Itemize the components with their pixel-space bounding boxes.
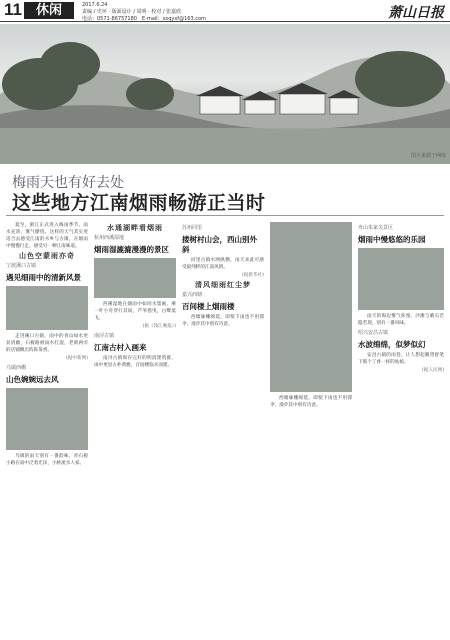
story-region: 绍兴安昌古镇 [358, 330, 389, 336]
hero-photo [0, 24, 450, 164]
story-title: 搂树村山会，西山别外斜 [182, 235, 257, 254]
section-banner-xishui: 水通湖畔看烟雨 [107, 224, 163, 232]
lead-paragraph: 夏至，浙江正式进入梅雨季节，雨水充沛，雾气缭绕。这样的天气其实更适合去感受江南的水乡与古镇，在烟雨中慢慢行走，感受另一种江南味道。 [6, 223, 88, 249]
masthead-meta [82, 2, 206, 23]
story-region: 南浔古镇 [94, 333, 115, 339]
page-number: 11 [4, 0, 22, 19]
column-3 [182, 222, 264, 330]
photo-caption: 图片来源于网络 [410, 153, 446, 159]
story-credit: (据人民网) [422, 368, 444, 373]
story-title: 烟雨中慢悠悠的乐园 [358, 235, 426, 244]
story-credit: (据中新网) [66, 356, 88, 361]
masthead [0, 0, 450, 22]
story-photo-large [270, 222, 352, 392]
story-body: 西溪湿地在烟雨中如同水墨画，乘一叶小舟穿行其间，芦苇摇曳，白鹭低飞。 [94, 302, 176, 321]
story-photo [94, 258, 176, 298]
story-body: 走进溪口古镇，雨中的青山绿水更显清幽，石板路被雨水打湿，老街两旁的店铺飘出阵阵茶香。 [6, 334, 88, 353]
story-body: 乌镇的雨天别有一番韵味，青石板小路在雨中泛着光泽，小桥流水人家。 [6, 454, 88, 466]
story-body: 西塘廊棚绵延，即使下雨也不用撑伞，漫步其中别有诗意。 [270, 396, 352, 408]
story-title: 江南古村入画来 [94, 343, 147, 352]
story-title: 水波绵绵，似梦似幻 [358, 340, 426, 349]
story-photo [6, 286, 88, 330]
contact-line: 电话：0571-86757180 E-mail：sxqyxf@163.com [82, 16, 206, 22]
column-2 [94, 222, 176, 371]
story-photo [6, 388, 88, 450]
story-title: 百间楼上烟雨楼 [182, 302, 235, 311]
column-1 [6, 222, 88, 469]
story-region: 嘉兴西塘 [182, 292, 203, 298]
story-body: 西塘廊棚绵延，即使下雨也不用撑伞，漫步其中别有诗意。 [182, 315, 264, 327]
story-body: 安昌古镇的雨巷，让人想起戴望舒笔下那个丁香一样的姑娘。 [358, 353, 444, 365]
story-credit: (据新华社) [242, 273, 264, 278]
article-headline: 这些地方江南烟雨畅游正当时 [12, 192, 266, 214]
story-region: 宁波溪口古镇 [6, 263, 37, 269]
column-4 [270, 222, 352, 411]
story-title: 烟雨湿漉漉漫漫的景区 [94, 245, 169, 254]
story-body: 同里古镇水网纵横，雨天来此可感受最纯粹的江南风情。 [182, 258, 264, 270]
story-title: 山色婉婉远去风 [6, 375, 59, 384]
section-banner-yamen: 山色空蒙雨亦奇 [19, 252, 75, 260]
jiangnan-landscape-illustration [0, 24, 450, 164]
story-body: 雨天的海边雾气弥漫，沙滩与礁石若隐若现，别有一番风味。 [358, 314, 444, 326]
article-kicker: 梅雨天也有好去处 [12, 175, 124, 191]
issue-date: 2017.6.24 [82, 2, 108, 8]
section-banner-qingfeng: 清风细雨红尘梦 [195, 281, 251, 289]
story-body: 南浔古镇保存完好的明清建筑群，雨中更显古朴典雅，百间楼临水而建。 [94, 356, 176, 368]
section-label: 休闲 [24, 2, 74, 19]
story-photo [358, 248, 444, 310]
column-5 [358, 222, 444, 377]
staff-line: 责编 / 史环 · 版面设计 / 周明 · 校对 / 张嘉欣 [82, 9, 182, 15]
story-credit: (据《钱江晚报》) [142, 324, 176, 329]
story-region: 苏州同里 [182, 225, 203, 231]
story-title: 遇见细雨中的清新风景 [6, 273, 81, 282]
story-region: 乌镇西栅 [6, 365, 27, 371]
story-region: 舟山朱家尖景区 [358, 225, 394, 231]
brand-logo: 萧山日报 [388, 5, 444, 21]
divider [6, 215, 444, 216]
story-region: 杭州西溪湿地 [94, 235, 125, 241]
